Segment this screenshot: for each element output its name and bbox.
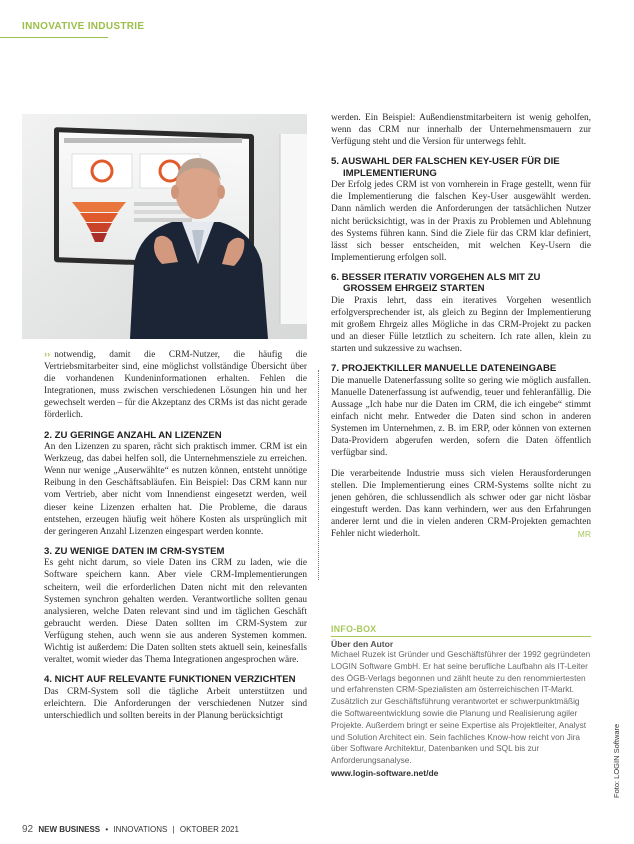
- section-tag: INNOVATIVE INDUSTRIE: [22, 21, 145, 32]
- speaker-illustration: [22, 114, 307, 339]
- info-box-subtitle: Über den Autor: [331, 639, 394, 649]
- footer-divider: |: [172, 825, 175, 834]
- heading-4: 4. NICHT AUF RELEVANTE FUNKTIONEN VERZICHTEN: [44, 674, 296, 686]
- footer-bullet: •: [105, 825, 109, 834]
- page-number: 92: [22, 824, 34, 835]
- paragraph-2: An den Lizenzen zu sparen, rächt sich praktisch immer. CRM ist ein Werkzeug, das dabei helfen soll, die Unternehmensziele zu erreichen. Wenn nur wenige „Auserwählte“ es nutzen können, entsteht unnötige Reibung in den Geschäftsabläufen. Ein Beispiel: Das CRM kann nur vom Vertrieb, aber nicht vom Innendienst eingesetzt werden, weil dieser keine Lizenzen erhalten hat. Die Probleme, die daraus entstehen, erzeugen häufig weit höhere Kosten als ursprünglich mit der geringeren Anzahl Lizenzen eingespart werden konnte.: [44, 442, 307, 537]
- right-column: [331, 112, 591, 548]
- author-signature: MR: [577, 529, 591, 540]
- info-box: [331, 624, 591, 778]
- info-box-title: INFO-BOX: [331, 624, 377, 634]
- column-divider: [318, 370, 319, 580]
- paragraph-5: Der Erfolg jedes CRM ist von vornherein in Frage gestellt, wenn für die Implementierung die falschen Key-User ausgewählt werden. Dann nämlich werden die Anforderungen der tatsächlichen Nutzer nicht berücksichtigt, was in der Praxis zu Problemen und Ablehnung des Systems führen kann. Sind die Ziele für das CRM klar definiert, lässt sich besser entscheiden, mit welchen Key-Usern die Implementierung erfolgen soll.: [331, 180, 591, 263]
- paragraph-4: Das CRM-System soll die tägliche Arbeit unterstützen und erleichtern. Die Anforderungen der verschiedenen Nutzer sind unterschiedlich und sollten bereits in der Planung berücksichtigt: [44, 686, 307, 721]
- heading-5: 5. AUSWAHL DER FALSCHEN KEY-USER FÜR DIE IMPLEMENTIERUNG: [331, 156, 560, 179]
- heading-3: 3. ZU WENIGE DATEN IM CRM-SYSTEM: [44, 545, 225, 557]
- paragraph-3: Es geht nicht darum, so viele Daten ins CRM zu laden, wie die Software speichern kann. Aber viele CRM-Implementierungen scheitern, weil die erforderlichen Daten nicht mit den relevanten Systemen synchron gehalten werden. Verantwortliche sollten genau analysieren, welche Daten relevant sind und im täglichen Geschäft gebraucht werden. Diese Daten sollten im CRM-System zur Verfügung stehen, auch wenn sie aus anderen Systemen kommen. Wichtig ist außerdem: Die Daten sollten stets aktuell sein, keinesfalls veraltet, womit wieder das Thema Integrationen angesprochen wäre.: [44, 558, 307, 666]
- info-box-text: Michael Ruzek ist Gründer und Geschäftsführer der 1992 gegründeten LOGIN Software GmbH. Er hat seine berufliche Laufbahn als IT-Leiter des ÖGB-Verlags begonnen und zählt heute zu den renommiertesten und erfahrensten CRM-Spezialisten am österreichischen IT-Markt. Zusätzlich zur Geschäftsführung verantwortet er schwerpunktmäßig die Softwareentwicklung sowie die Planung und Realisierung agiler Projekte. Außerdem bringt er seine Expertise als Projektleiter, Analyst und Solution Architect ein. Sein fachliches Know-how reicht von Jira über Software Architektur, Datenbanken und SQL bis zur Anforderungsanalyse.: [331, 649, 591, 766]
- page-footer: [22, 824, 239, 835]
- author-website-link[interactable]: www.login-software.net/de: [331, 767, 439, 778]
- paragraph-6: Die Praxis lehrt, dass ein iteratives Vorgehen wesentlich erfolgversprechender ist, als gleich zu Beginn der Implementierung mit großem Ehrgeiz alles Mögliche in das CRM-Projekt zu packen und an dieser Fülle letztlich zu scheitern. Ich rate allen, klein zu starten und sukzessive zu wachsen.: [331, 295, 591, 355]
- section-rule: [0, 37, 108, 38]
- continuation-chevron-icon: ››: [44, 349, 51, 359]
- footer-section: INNOVATIONS: [113, 825, 168, 834]
- photo-credit: Foto: LOGIN Software: [612, 723, 621, 798]
- closing-paragraph: [331, 468, 591, 541]
- intro-paragraph: [44, 348, 307, 422]
- speaker-photo: [22, 114, 307, 339]
- closing-text: Die verarbeitende Industrie muss sich vielen Herausforderungen stellen. Die Implementierung eines CRM-Systems sollte nicht zu jenen gehören, die schlussendlich als schwer oder gar nicht lösbar eingestuft werden. Das kann verhindern, wer aus den Erfahrungen anderer lernt und die in vielen anderen CRM-Projekten gemachten Fehler nicht wiederholt.: [331, 468, 591, 540]
- intro-text: notwendig, damit die CRM-Nutzer, die häufig die Vertriebsmitarbeiter sind, eine möglichst vollständige Übersicht über die vorhandenen Kundeninformationen erhalten. Fehlen die Integrationen, muss zwischen verschiedenen Lösungen hin und her gewechselt werden – für die Akzeptanz des CRMs ist das nicht gerade förderlich.: [44, 350, 307, 421]
- left-column: [44, 348, 307, 730]
- info-box-rule: [331, 636, 591, 637]
- magazine-name: NEW BUSINESS: [38, 825, 101, 834]
- footer-issue: OKTOBER 2021: [179, 825, 239, 834]
- paragraph-7: Die manuelle Datenerfassung sollte so gering wie möglich ausfallen. Manuelle Datenerfassung ist aufwendig, teuer und fehleranfällig. Die Aussage „Ich habe nur die Daten im CRM, die ich eingebe“ stimmt einfach nicht mehr. Entweder die Daten sind schon in anderen Systemen im Unternehmen, z. B. im ERP, oder können von externen Data-Providern abgerufen werden, sofern die Daten öffentlich verfügbar sind.: [331, 375, 591, 459]
- heading-2: 2. ZU GERINGE ANZAHL AN LIZENZEN: [44, 429, 222, 441]
- heading-6: 6. BESSER ITERATIV VORGEHEN ALS MIT ZU GROSSEM EHRGEIZ STARTEN: [331, 271, 541, 295]
- heading-7: 7. PROJEKTKILLER MANUELLE DATENEINGABE: [331, 363, 557, 375]
- continuation-paragraph: werden. Ein Beispiel: Außendienstmitarbeitern ist wenig geholfen, wenn das CRM nur innerhalb der Unternehmensmauern zur Verfügung steht und die Version für unterwegs fehlt.: [331, 113, 591, 148]
